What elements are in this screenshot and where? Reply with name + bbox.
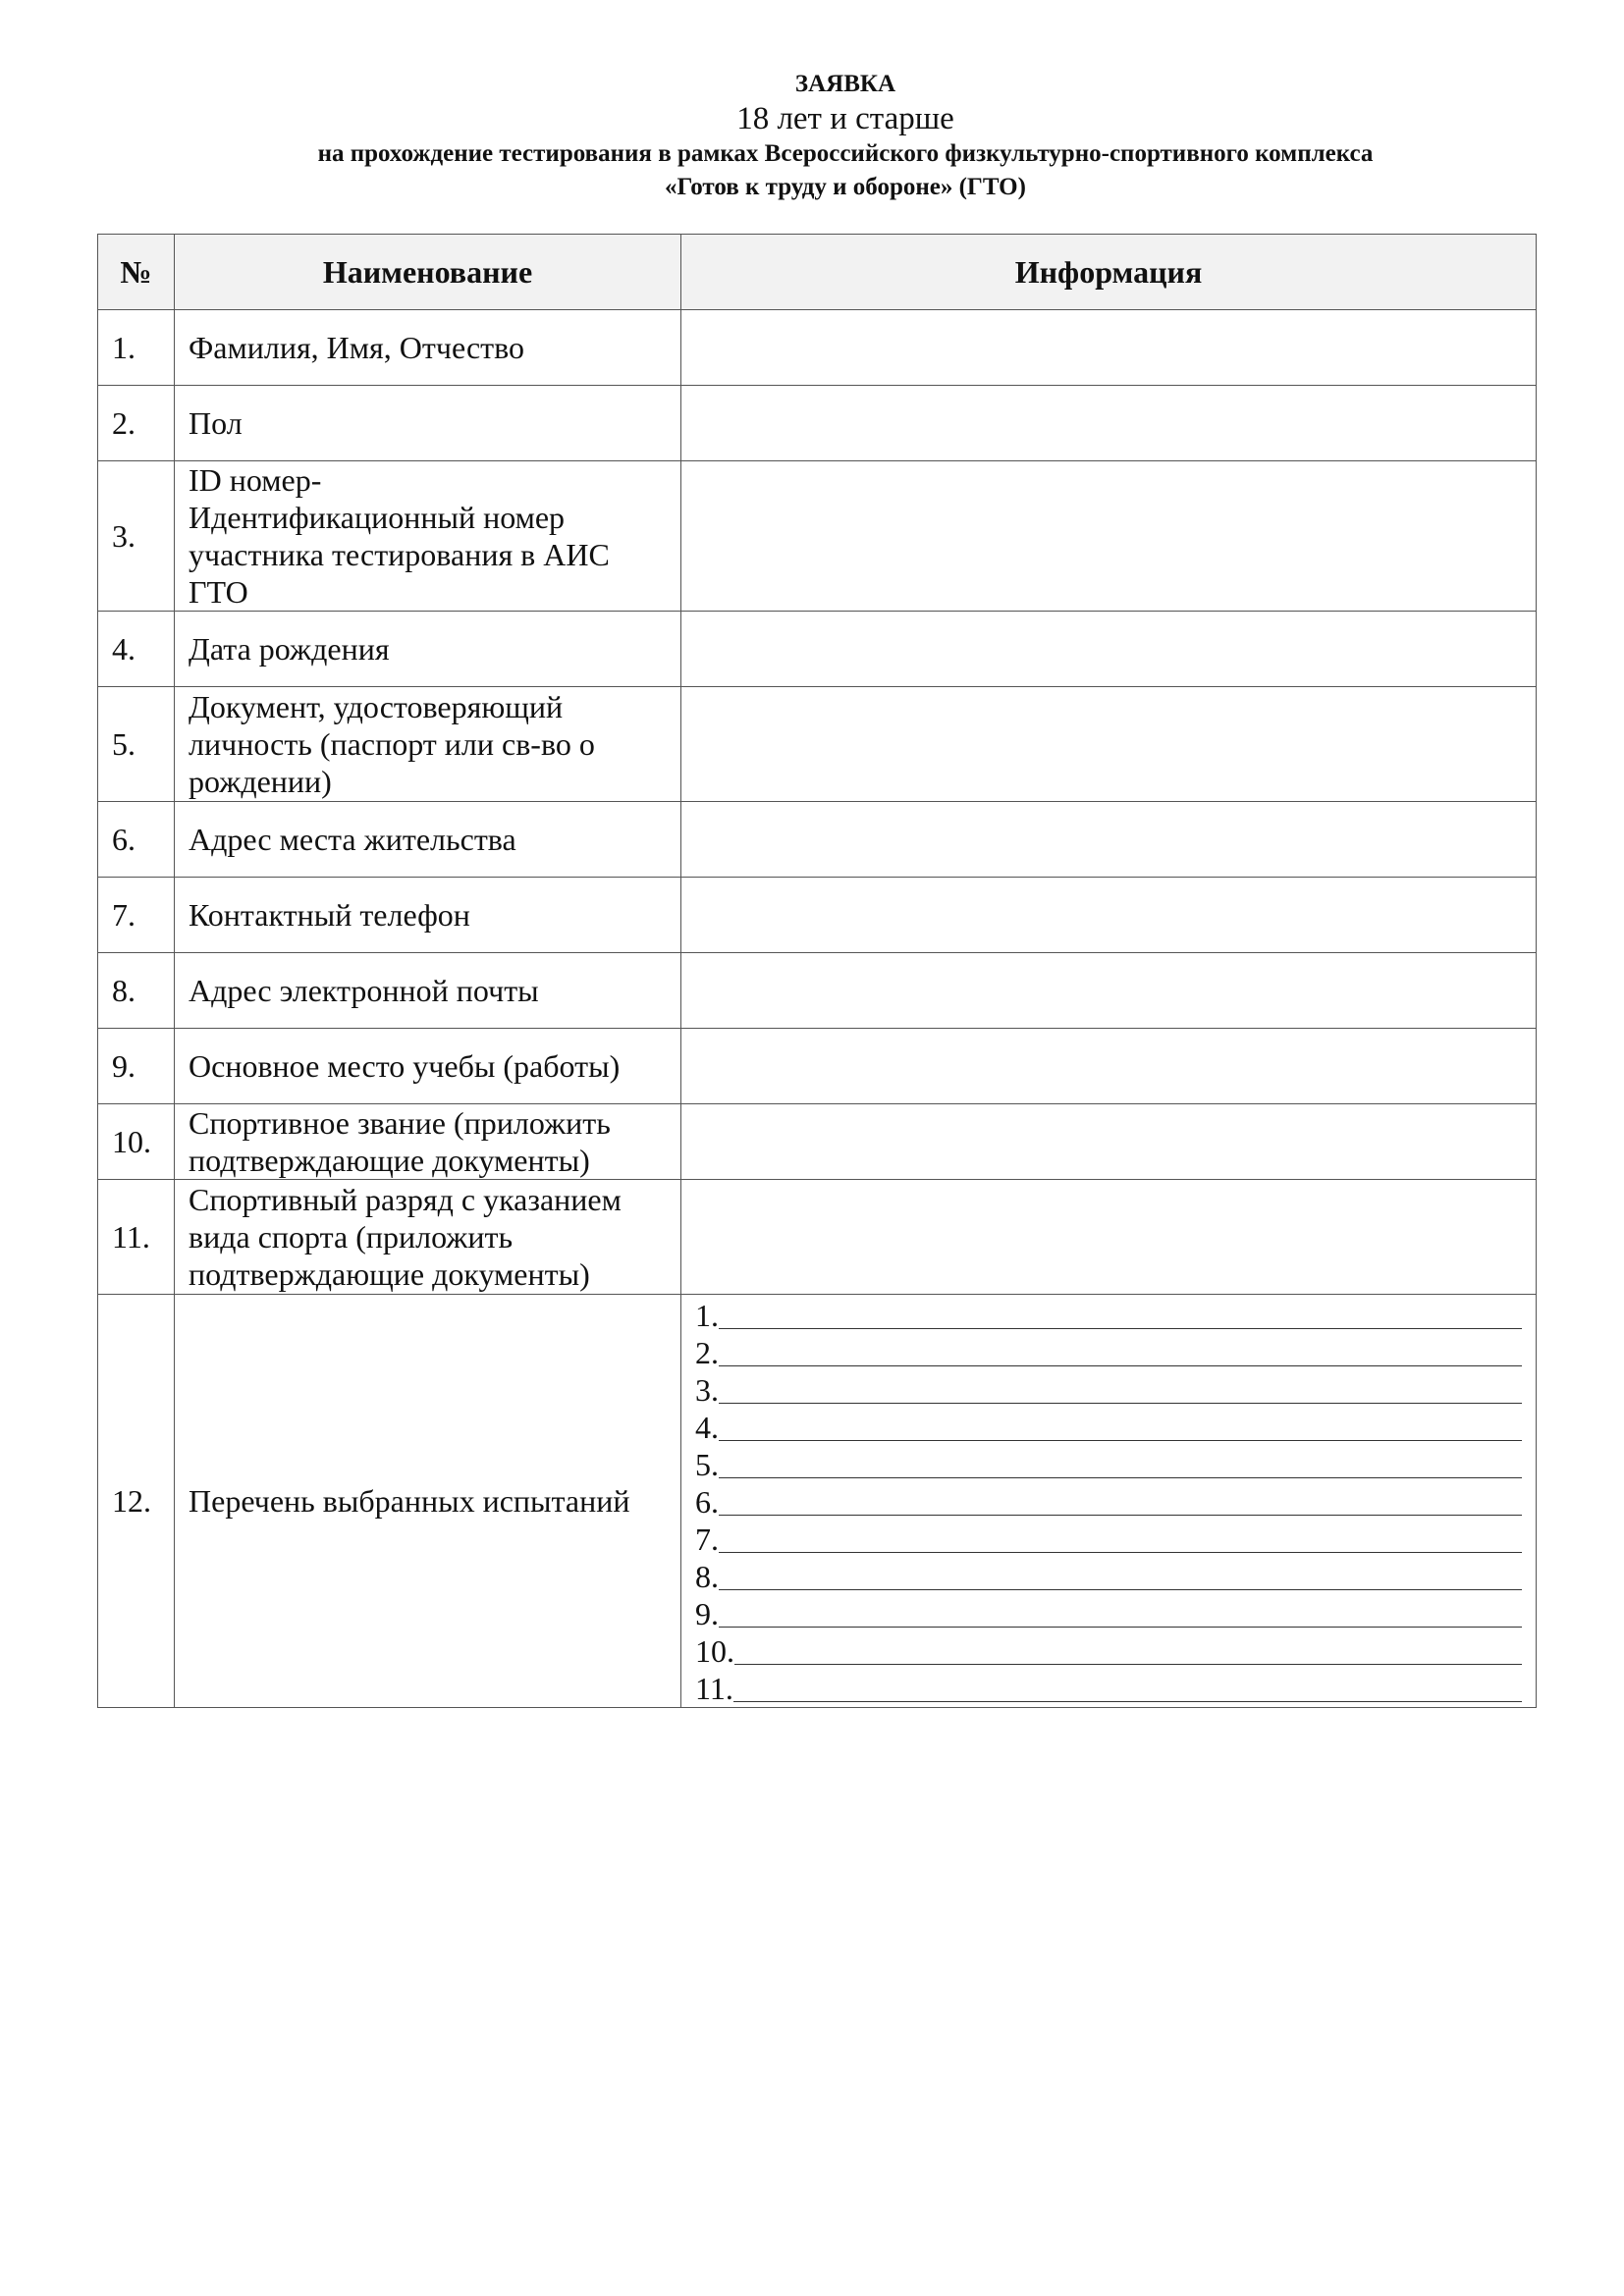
row-field-name: Дата рождения xyxy=(175,612,681,687)
test-choice-number: 5. xyxy=(695,1447,719,1482)
blank-line xyxy=(719,1365,1522,1366)
row-number: 10. xyxy=(98,1104,175,1180)
row-field-name: Адрес места жительства xyxy=(175,802,681,878)
info-cell-sport-rank[interactable] xyxy=(681,1180,1537,1295)
row-number: 1. xyxy=(98,310,175,386)
info-cell-gender[interactable] xyxy=(681,386,1537,461)
row-field-name: Спортивный разряд с указанием вида спорта (приложить подтверждающие документы) xyxy=(175,1180,681,1295)
info-cell-id-number[interactable] xyxy=(681,461,1537,612)
info-cell-phone[interactable] xyxy=(681,878,1537,953)
blank-line xyxy=(719,1552,1522,1553)
info-cell-email[interactable] xyxy=(681,953,1537,1029)
blank-line xyxy=(719,1403,1522,1404)
row-field-name: Документ, удостоверяющий личность (паспорт или св-во о рождении) xyxy=(175,687,681,802)
test-choice-number: 8. xyxy=(695,1559,719,1594)
table-row xyxy=(98,1180,1537,1295)
row-number: 9. xyxy=(98,1029,175,1104)
table-row xyxy=(98,802,1537,878)
row-number: 12. xyxy=(98,1295,175,1708)
document-subtitle-line-1: на прохождение тестирования в рамках Всероссийского физкультурно-спортивного комплекса xyxy=(317,140,1374,167)
row-field-name: Спортивное звание (приложить подтверждающие документы) xyxy=(175,1104,681,1180)
info-cell-study-work-place[interactable] xyxy=(681,1029,1537,1104)
row-field-name: Перечень выбранных испытаний xyxy=(175,1295,681,1708)
test-choice-number: 2. xyxy=(695,1335,719,1370)
test-choice-number: 7. xyxy=(695,1522,719,1557)
test-choice-line[interactable] xyxy=(695,1483,1522,1521)
test-choice-line[interactable] xyxy=(695,1521,1522,1558)
test-choice-line[interactable] xyxy=(695,1558,1522,1595)
test-choice-list xyxy=(695,1295,1522,1707)
info-cell-sport-title[interactable] xyxy=(681,1104,1537,1180)
row-number: 2. xyxy=(98,386,175,461)
blank-line xyxy=(719,1589,1522,1590)
row-field-name: Пол xyxy=(175,386,681,461)
row-number: 8. xyxy=(98,953,175,1029)
test-choice-number: 4. xyxy=(695,1410,719,1445)
row-number: 11. xyxy=(98,1180,175,1295)
blank-line xyxy=(719,1477,1522,1478)
test-choice-number: 10. xyxy=(695,1633,734,1669)
test-choice-line[interactable] xyxy=(695,1371,1522,1409)
test-choice-line[interactable] xyxy=(695,1595,1522,1632)
column-header-number: № xyxy=(98,235,175,310)
test-choice-number: 3. xyxy=(695,1372,719,1408)
info-cell-identity-document[interactable] xyxy=(681,687,1537,802)
test-choice-line[interactable] xyxy=(695,1334,1522,1371)
row-number: 6. xyxy=(98,802,175,878)
row-number: 7. xyxy=(98,878,175,953)
blank-line xyxy=(719,1627,1522,1628)
info-cell-full-name[interactable] xyxy=(681,310,1537,386)
column-header-name: Наименование xyxy=(175,235,681,310)
document-title: ЗАЯВКА xyxy=(794,71,896,97)
row-number: 4. xyxy=(98,612,175,687)
blank-line xyxy=(719,1440,1522,1441)
table-row xyxy=(98,1104,1537,1180)
table-row xyxy=(98,461,1537,612)
info-cell-address[interactable] xyxy=(681,802,1537,878)
row-number: 3. xyxy=(98,461,175,612)
table-row xyxy=(98,1295,1537,1708)
table-row xyxy=(98,386,1537,461)
document-subtitle-line-2: «Готов к труду и обороне» (ГТО) xyxy=(665,174,1026,200)
column-header-info: Информация xyxy=(681,235,1537,310)
application-form-table xyxy=(97,234,1537,1708)
table-row xyxy=(98,310,1537,386)
table-row xyxy=(98,878,1537,953)
test-choice-number: 11. xyxy=(695,1671,733,1706)
test-choice-line[interactable] xyxy=(695,1446,1522,1483)
test-choice-line[interactable] xyxy=(695,1297,1522,1334)
test-choice-number: 6. xyxy=(695,1484,719,1520)
age-group: 18 лет и старше xyxy=(736,101,954,136)
test-choice-number: 9. xyxy=(695,1596,719,1631)
row-field-name: Фамилия, Имя, Отчество xyxy=(175,310,681,386)
row-field-name: Адрес электронной почты xyxy=(175,953,681,1029)
info-cell-birth-date[interactable] xyxy=(681,612,1537,687)
document-header xyxy=(0,69,1624,204)
blank-line xyxy=(719,1328,1522,1329)
table-row xyxy=(98,1029,1537,1104)
test-choice-line[interactable] xyxy=(695,1409,1522,1446)
table-row xyxy=(98,687,1537,802)
test-choice-line[interactable] xyxy=(695,1632,1522,1670)
row-field-name: ID номер- Идентификационный номер участника тестирования в АИС ГТО xyxy=(175,461,681,612)
row-number: 5. xyxy=(98,687,175,802)
table-row xyxy=(98,953,1537,1029)
test-choice-line[interactable] xyxy=(695,1670,1522,1707)
blank-line xyxy=(733,1701,1522,1702)
row-field-name: Контактный телефон xyxy=(175,878,681,953)
row-field-name: Основное место учебы (работы) xyxy=(175,1029,681,1104)
blank-line xyxy=(719,1515,1522,1516)
table-row xyxy=(98,612,1537,687)
test-choice-number: 1. xyxy=(695,1298,719,1333)
blank-line xyxy=(734,1664,1522,1665)
info-cell-test-list xyxy=(681,1295,1537,1708)
